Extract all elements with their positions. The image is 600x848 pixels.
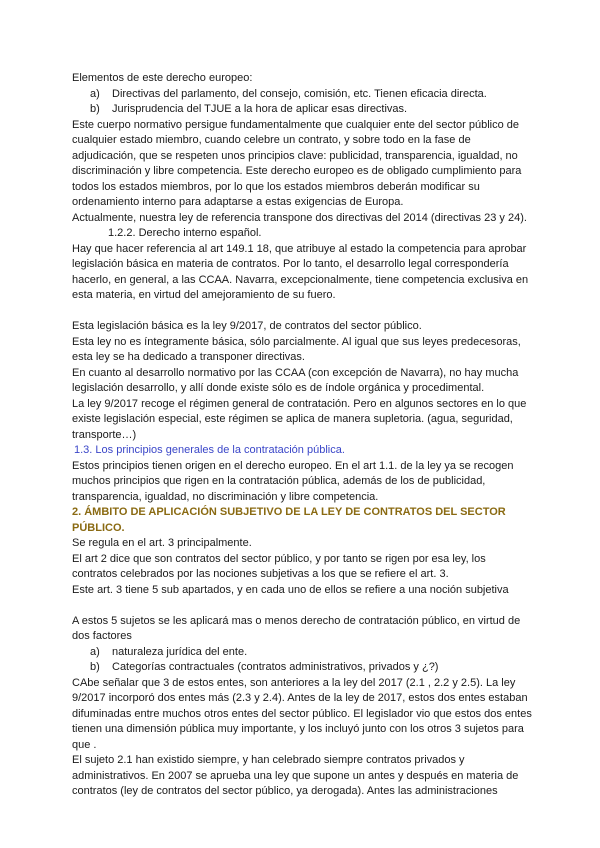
list-item-text: naturaleza jurídica del ente. bbox=[112, 645, 248, 658]
list-item bbox=[72, 660, 532, 676]
paragraph: Hay que hacer referencia al art 149.1 18, que atribuye al estado la competencia para aprobar legislación básica en materia de contratos. Por lo tanto, el desarrollo legal correspondería hacerlo, en general, a las CCAA. Navarra, excepcionalmente, tiene competencia exclusiva en esta materia, en virtud del amejoramiento de su fuero. bbox=[72, 242, 529, 301]
paragraph: Actualmente, nuestra ley de referencia transpone dos directivas del 2014 (directivas 23 y 24). bbox=[72, 211, 527, 224]
paragraph: El art 2 dice que son contratos del sector público, y por tanto se rigen por esa ley, los contratos celebrados por las nociones subjetivas a los que se refiere el art. 3. bbox=[72, 552, 486, 580]
section-heading-principles: 1.3. Los principios generales de la contratación pública. bbox=[74, 444, 345, 456]
list-marker: b) bbox=[90, 661, 100, 673]
paragraph: Esta ley no es íntegramente básica, sólo parcialmente. Al igual que sus leyes predecesoras, esta ley se ha dedicado a transponer directivas. bbox=[72, 335, 521, 363]
blank-line bbox=[72, 304, 532, 320]
paragraph: CAbe señalar que 3 de estos entes, son anteriores a la ley del 2017 (2.1 , 2.2 y 2.5). La ley 9/2017 incorporó dos entes más (2.3 y 2.4). Antes de la ley de 2017, estos dos entes estaban difuminadas entre muchos otros entes del sector público. El legislador vio que estos dos entes tienen una dimensión pública muy importante, y los incluyó junto con los otros 3 sujetos para que . bbox=[72, 676, 532, 751]
blank-line bbox=[72, 598, 532, 614]
paragraph: En cuanto al desarrollo normativo por las CCAA (con excepción de Navarra), no hay mucha legislación desarrollo, y allí donde existe sólo es de índole orgánica y procedimental. bbox=[72, 366, 519, 394]
list-marker: b) bbox=[90, 103, 100, 115]
list-item bbox=[72, 87, 532, 103]
paragraph: Se regula en el art. 3 principalmente. bbox=[72, 537, 252, 549]
document-body bbox=[72, 71, 532, 800]
section-heading-scope: 2. ÁMBITO DE APLICACIÓN SUBJETIVO DE LA LEY DE CONTRATOS DEL SECTOR PÚBLICO. bbox=[72, 506, 506, 534]
list-item bbox=[72, 645, 532, 661]
list-item bbox=[72, 102, 532, 118]
paragraph: A estos 5 sujetos se les aplicará mas o menos derecho de contratación público, en virtud de dos factores bbox=[72, 614, 521, 642]
list-item-text: Jurisprudencia del TJUE a la hora de aplicar esas directivas. bbox=[112, 103, 408, 115]
paragraph: Estos principios tienen origen en el derecho europeo. En el art 1.1. de la ley ya se recogen muchos principios que rigen en la contratación pública, además de los de publicidad, transparencia, igualdad, no discriminación y libre competencia. bbox=[72, 459, 514, 503]
list-marker: a) bbox=[90, 645, 100, 658]
paragraph: La ley 9/2017 recoge el régimen general de contratación. Pero en algunos sectores en lo que existe legislación especial, este régimen se aplica de manera supletoria. (agua, seguridad, transporte…) bbox=[72, 397, 527, 441]
list-marker: a) bbox=[90, 87, 100, 100]
paragraph: Este art. 3 tiene 5 sub apartados, y en cada uno de ellos se refiere a una noción subjetiva bbox=[72, 583, 509, 596]
paragraph: Este cuerpo normativo persigue fundamentalmente que cualquier ente del sector público de cualquier estado miembro, cuando celebre un contrato, y sobre todo en la fase de adjudicación, que se respeten unos principios clave: publicidad, transparencia, igualdad, no discriminación y libre competencia. Este derecho europeo es de obligado cumplimiento para todos los estados miembros, por lo que los estados miembros deberán modificar su ordenamiento interno para adaptarse a estas exigencias de Europa. bbox=[72, 118, 522, 208]
section-heading: 1.2.2. Derecho interno español. bbox=[108, 227, 262, 239]
list-item-text: Directivas del parlamento, del consejo, comisión, etc. Tienen eficacia directa. bbox=[112, 87, 487, 100]
list-item-text: Categorías contractuales (contratos administrativos, privados y ¿?) bbox=[112, 661, 439, 673]
paragraph: El sujeto 2.1 han existido siempre, y han celebrado siempre contratos privados y administrativos. En 2007 se aprueba una ley que supone un antes y después en materia de contratos (ley de contratos del sector público, ya derogada). Antes las administraciones bbox=[72, 754, 519, 797]
intro-paragraph: Elementos de este derecho europeo: bbox=[72, 72, 253, 84]
paragraph: Esta legislación básica es la ley 9/2017, de contratos del sector público. bbox=[72, 320, 422, 332]
